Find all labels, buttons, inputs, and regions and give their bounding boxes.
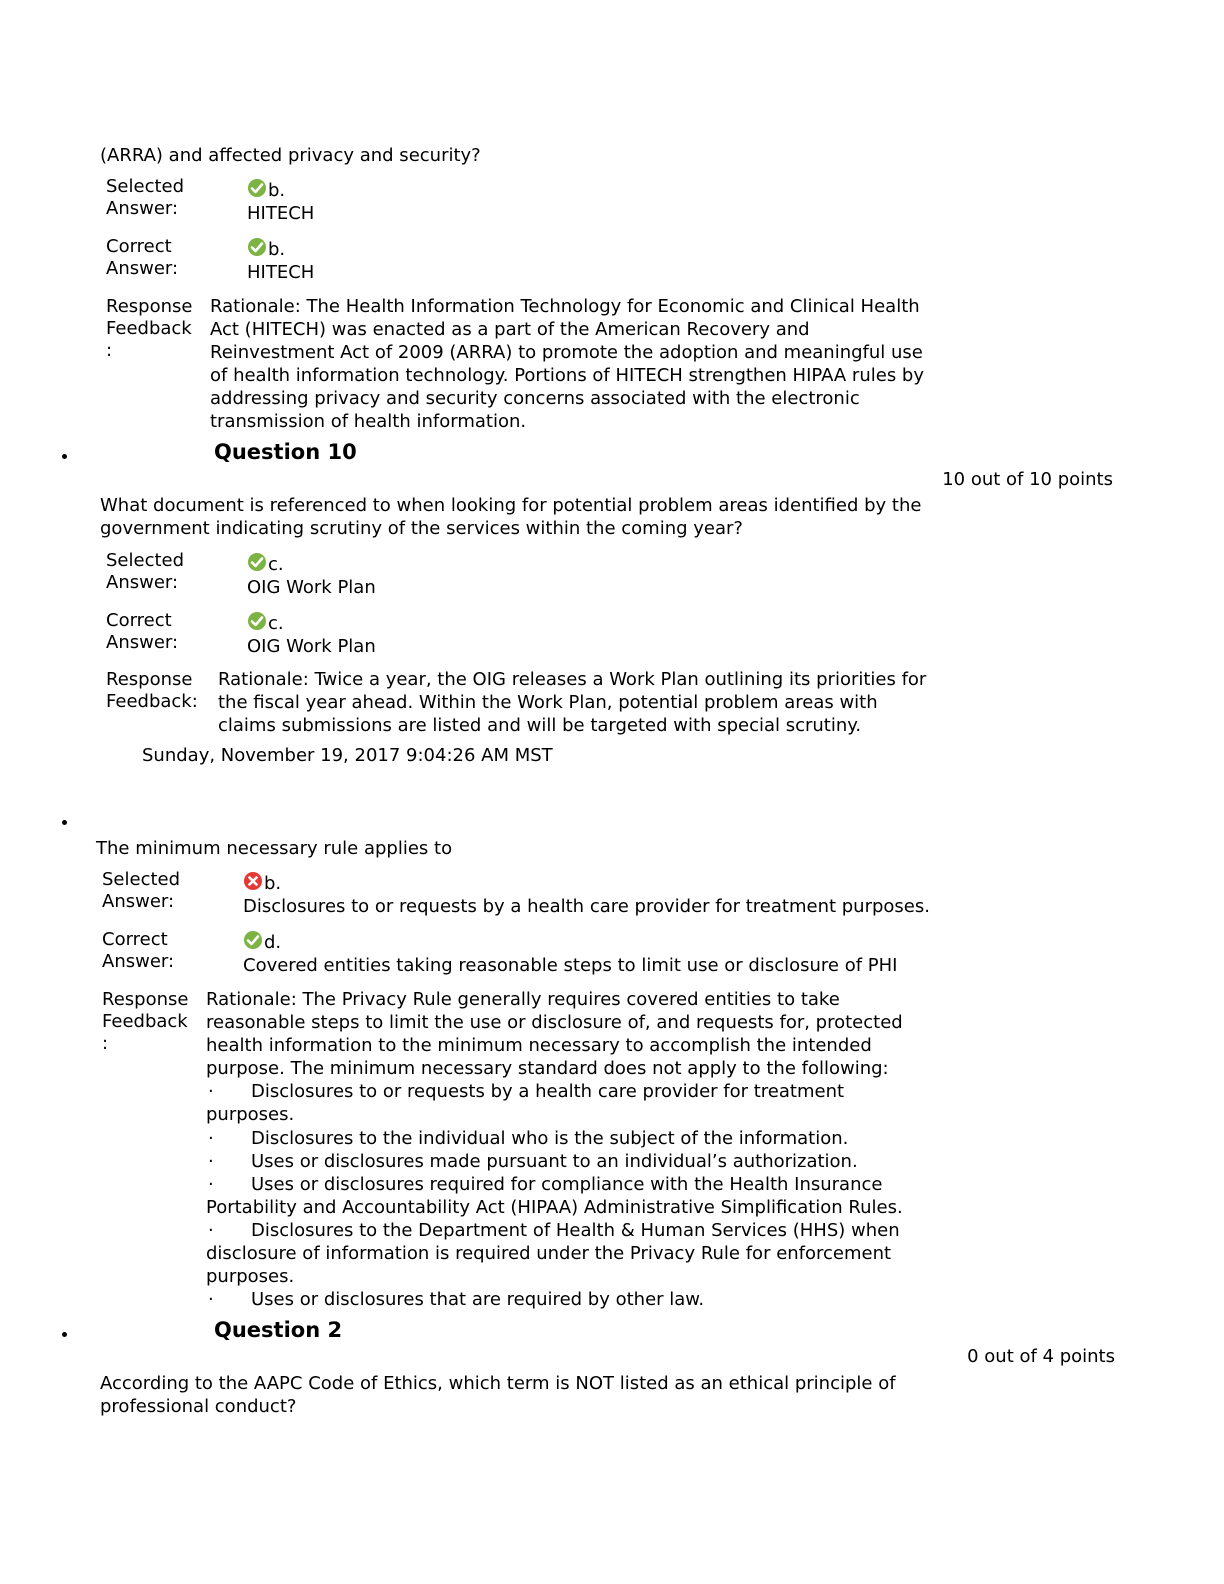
correct-answer-label: Correct Answer:: [102, 929, 175, 972]
question-heading: Question 10: [214, 440, 357, 464]
list-bullet-glyph: ·: [208, 1220, 214, 1241]
answer-letter: c.: [268, 613, 284, 634]
question-points: 0 out of 4 points: [967, 1346, 1115, 1367]
selected-answer-label: Selected Answer:: [102, 869, 181, 912]
check-circle-icon: [247, 178, 267, 204]
correct-answer-label: Correct Answer:: [106, 236, 179, 279]
answer-letter: c.: [268, 554, 284, 575]
answer-letter: b.: [268, 239, 286, 260]
response-feedback-label: Response Feedback :: [102, 989, 189, 1054]
selected-answer-text: OIG Work Plan: [247, 577, 376, 598]
response-feedback-text: Rationale: The Health Information Technology for Economic and Clinical Health Act (HITECH) was enacted as a part of the American Recovery and Reinvestment Act of 2009 (ARRA) to promote the adoption and meaningful use of health information technology. Portions of HITECH strengthen HIPAA rules by addressing privacy and security concerns associated with the electronic transmission of health information.: [210, 296, 924, 432]
selected-answer: [247, 552, 284, 578]
list-bullet: [62, 820, 67, 825]
exception-item: Disclosures to the Department of Health & Human Services (HHS) when: [251, 1220, 900, 1241]
list-bullet-glyph: ·: [208, 1081, 214, 1102]
submission-timestamp: Sunday, November 19, 2017 9:04:26 AM MST: [142, 745, 553, 766]
list-bullet-glyph: ·: [208, 1174, 214, 1195]
response-feedback-text: Rationale: The Privacy Rule generally requires covered entities to take reasonable steps to limit the use or disclosure of, and requests for, protected health information to the minimum necessary to accomplish the intended purpose. The minimum necessary standard does not apply to the following:: [206, 989, 903, 1079]
exception-item: Uses or disclosures that are required by other law.: [251, 1289, 705, 1310]
selected-answer-label: Selected Answer:: [106, 550, 185, 593]
exception-item-continued: disclosure of information is required under the Privacy Rule for enforcement: [206, 1243, 892, 1264]
exception-item: Disclosures to or requests by a health care provider for treatment: [251, 1081, 845, 1102]
question-text: According to the AAPC Code of Ethics, which term is NOT listed as an ethical principle of professional conduct?: [100, 1373, 896, 1417]
question-text: The minimum necessary rule applies to: [96, 838, 453, 859]
correct-answer-text: Covered entities taking reasonable steps to limit use or disclosure of PHI: [243, 955, 898, 976]
check-circle-icon: [247, 552, 267, 578]
list-bullet-glyph: ·: [208, 1151, 214, 1172]
list-bullet-glyph: ·: [208, 1128, 214, 1149]
correct-answer-text: OIG Work Plan: [247, 636, 376, 657]
selected-answer-text: HITECH: [247, 203, 315, 224]
correct-answer-text: HITECH: [247, 262, 315, 283]
answer-letter: d.: [264, 932, 282, 953]
list-bullet: [62, 454, 67, 459]
question-heading: Question 2: [214, 1318, 343, 1342]
exception-item-continued: Portability and Accountability Act (HIPAA) Administrative Simplification Rules.: [206, 1197, 903, 1218]
response-feedback-label: Response Feedback :: [106, 296, 193, 361]
selected-answer: [243, 871, 281, 897]
response-feedback-text: Rationale: Twice a year, the OIG releases a Work Plan outlining its priorities for the fiscal year ahead. Within the Work Plan, potential problem areas with claims submissions are listed and will be targeted with special scrutiny.: [218, 669, 927, 736]
correct-answer-label: Correct Answer:: [106, 610, 179, 653]
exception-item-continued: purposes.: [206, 1266, 295, 1287]
correct-answer: [247, 611, 284, 637]
question-text: (ARRA) and affected privacy and security?: [100, 145, 481, 166]
x-circle-icon: [243, 871, 263, 897]
check-circle-icon: [247, 611, 267, 637]
check-circle-icon: [247, 237, 267, 263]
selected-answer-label: Selected Answer:: [106, 176, 185, 219]
answer-letter: b.: [264, 873, 282, 894]
correct-answer: [243, 930, 281, 956]
exception-item-continued: purposes.: [206, 1104, 295, 1125]
question-points: 10 out of 10 points: [942, 469, 1113, 490]
selected-answer: [247, 178, 285, 204]
list-bullet-glyph: ·: [208, 1289, 214, 1310]
answer-letter: b.: [268, 180, 286, 201]
exception-item: Uses or disclosures made pursuant to an individual’s authorization.: [251, 1151, 858, 1172]
correct-answer: [247, 237, 285, 263]
check-circle-icon: [243, 930, 263, 956]
list-bullet: [62, 1332, 67, 1337]
response-feedback-label: Response Feedback:: [106, 669, 198, 712]
selected-answer-text: Disclosures to or requests by a health care provider for treatment purposes.: [243, 896, 930, 917]
question-text: What document is referenced to when looking for potential problem areas identified by the government indicating scrutiny of the services within the coming year?: [100, 495, 922, 539]
exception-item: Disclosures to the individual who is the subject of the information.: [251, 1128, 849, 1149]
exception-item: Uses or disclosures required for compliance with the Health Insurance: [251, 1174, 883, 1195]
